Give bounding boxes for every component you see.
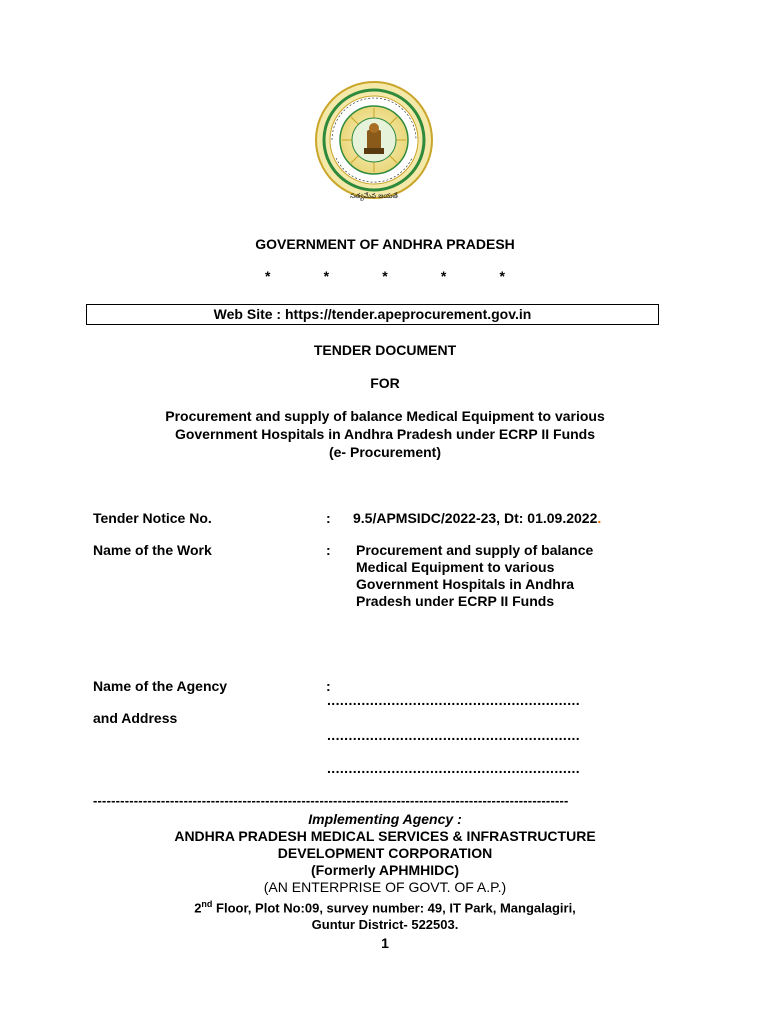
floor-suffix: nd <box>201 899 213 909</box>
star-separator <box>265 268 505 284</box>
star: * <box>265 268 271 284</box>
star: * <box>382 268 388 284</box>
tender-notice-value <box>353 510 601 527</box>
page-number: 1 <box>381 935 389 952</box>
agency-address-line <box>0 896 770 916</box>
colon: : <box>326 678 331 694</box>
andhra-pradesh-emblem-icon <box>312 80 436 204</box>
agency-name-line: ANDHRA PRADESH MEDICAL SERVICES & INFRASTRUCTURE <box>174 828 596 844</box>
implementing-agency-heading: Implementing Agency : <box>308 811 462 827</box>
document-title: TENDER DOCUMENT <box>313 342 457 358</box>
agency-enterprise: (AN ENTERPRISE OF GOVT. OF A.P.) <box>263 879 507 895</box>
tender-notice-period: . <box>597 510 602 526</box>
agency-blank-line: ........................................................... <box>327 692 581 708</box>
agency-blank-line: ........................................................... <box>327 727 581 743</box>
address-label: and Address <box>93 710 178 726</box>
document-for-label: FOR <box>370 375 400 391</box>
work-line: Procurement and supply of balance <box>356 542 594 558</box>
website-link[interactable]: Web Site : https://tender.apeprocurement.gov.in <box>213 306 532 322</box>
work-value <box>356 542 656 610</box>
dashed-divider: --------------------------------------------------------------------------------------------------------- <box>93 793 569 808</box>
agency-blank-line: ........................................................... <box>327 760 581 776</box>
colon: : <box>326 510 331 526</box>
colon: : <box>326 542 331 558</box>
work-line: Pradesh under ECRP II Funds <box>356 593 555 609</box>
agency-label: Name of the Agency <box>93 678 228 694</box>
star: * <box>440 268 447 284</box>
work-line: Government Hospitals in Andhra <box>356 576 575 592</box>
floor-number: 2 <box>194 900 202 916</box>
agency-address-line: Guntur District- 522503. <box>311 917 459 933</box>
star: * <box>499 268 505 284</box>
website-box <box>86 304 659 325</box>
tender-notice-number: 9.5/APMSIDC/2022-23, Dt: 01.09.2022 <box>353 510 598 526</box>
subject-line: Procurement and supply of balance Medical Equipment to various <box>165 408 605 424</box>
tender-notice-label: Tender Notice No. <box>93 510 212 526</box>
implementing-agency-block <box>0 811 770 952</box>
svg-text:సత్యమేవ జయతే: సత్యమేవ జయతే <box>350 192 398 200</box>
subject-line: (e- Procurement) <box>328 444 442 460</box>
work-line: Medical Equipment to various <box>356 559 555 575</box>
star: * <box>323 268 330 284</box>
government-title: GOVERNMENT OF ANDHRA PRADESH <box>255 236 515 252</box>
work-label: Name of the Work <box>93 542 212 558</box>
address-rest: Floor, Plot No:09, survey number: 49, IT Park, Mangalagiri, <box>212 900 576 916</box>
agency-formerly: (Formerly APHMHIDC) <box>310 862 460 878</box>
subject-line: Government Hospitals in Andhra Pradesh under ECRP II Funds <box>174 426 596 442</box>
document-subject <box>0 407 770 461</box>
agency-name-line: DEVELOPMENT CORPORATION <box>277 845 493 861</box>
